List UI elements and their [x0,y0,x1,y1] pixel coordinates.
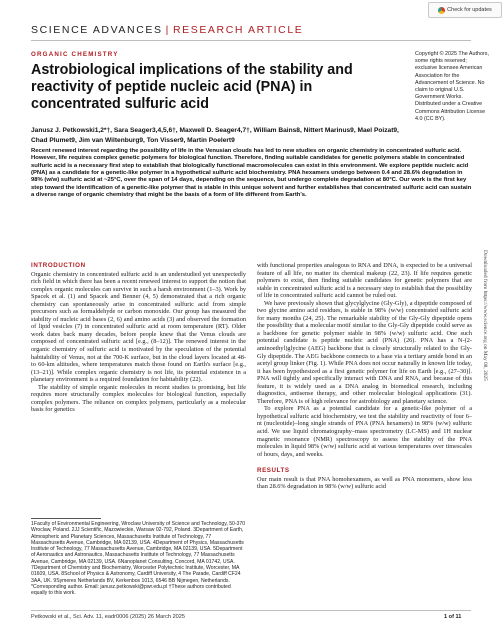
download-watermark: Downloaded from https://www.science.org on May 08, 2025 [482,250,488,381]
section-heading-results: RESULTS [257,467,290,475]
affiliations-footnotes: 1Faculty of Environmental Engineering, Wroclaw University of Science and Technology, 50-370 Wroclaw, Poland. 2JJ Scientific, Mazowieckie, Warsaw 02-792, Poland. 3Department of Earth, Atmospheric and Planetary Sciences, Massachusetts Institute of Technology, 77 Massachusetts Avenue, Cambridge, MA 02139, USA. 4Department of Physics, Massachusetts Institute of Technology, 77 Massachusetts Avenue, Cambridge, MA 02139, USA. 5Department of Aeronautics and Astronautics, Massachusetts Institute of Technology, 77 Massachusetts Avenue, Cambridge, MA 02139, USA. 6Nanoplanet Consulting, Concord, MA 01742, USA. 7Department of Chemistry and Biochemistry, Worcester Polytechnic Institute, Worcester, MA 01609, USA. 8School of Physics & Astronomy, Cardiff University, 4 The Parade, Cardiff CF24 3AA, UK. 9Symeres Netherlands BV, Kerkenbos 1013, 6546 BB Nijmegen, Netherlands. *Corresponding author. Email: janusz.petkowski@pwr.edu.pl †These authors contributed equally to this work. [31,521,246,597]
copyright-notice: Copyright © 2025 The Authors, some rights reserved; exclusive licensee American Association for the Advancement of Science. No claim to original U.S. Government Works. Distributed under a Creative Commons Attribution License 4.0 (CC BY). [415,51,489,122]
check-for-updates-button[interactable] [428,2,502,18]
author-list: Janusz J. Petkowski1,2*†, Sara Seager3,4,5,6†, Maxwell D. Seager4,7†, William Bains8, Nittert Marinus9, Mael Poizat9, Chad Plumet9, Jim van Wiltenburg9, Ton Visser9, Martin Poelert9 [31,127,399,144]
header-divider [31,40,471,41]
footer-citation: Petkowski et al., Sci. Adv. 11, eadr0006 (2025) 26 March 2025 [31,614,186,620]
paragraph: To explore PNA as a potential candidate for a genetic-like polymer of a hypothetical sulfuric acid biochemistry, we test the stability and reactivity of four 6–nt (nucleotide)–long single strands of PNA (PNA hexamers) in 98% (w/w) sulfuric acid. We use liquid chromatography–mass spectrometry (LC-MS) and 1H nuclear magnetic resonance (NMR) spectroscopy to assess the stability of the PNA molecules in liquid 98% (w/w) sulfuric acid at various temperatures over timescales of hours, days, and weeks. [257,405,472,458]
check-updates-label: Check for updates [447,7,492,13]
paragraph: Organic chemistry in concentrated sulfuric acid is an understudied yet unexpectedly rich field in which there has been a recent renewed interest to support the notion that complex organic molecules can survive in such a harsh environment (1–3). Work by Spacek et al. (1) and Spacek and Benner (4, 5) demonstrated that a rich organic chemistry can spontaneously arise in concentrated sulfuric acid from simple precursors such as formaldehyde or carbon monoxide. Our group has measured the stability of nucleic acid bases (2, 6) and amino acids (3) and observed the formation of lipid vesicles (7) in concentrated sulfuric acid at room temperature (RT). Older work dates back many decades, before people knew that the Venus clouds are composed of concentrated sulfuric acid [e.g., (8–12)]. The renewed interest in the organic chemistry of sulfuric acid is motivated by the speculation of the potential habitability of Venus, not at the 700-K surface, but in the cloud layers located at 48- to 60-km altitudes, where temperatures match those found on Earth's surface [e.g., (13–21)]. While complex organic chemistry is not life, its potential existence in a planetary environment is a required foundation for habitability (22). [31,270,246,384]
article-type: RESEARCH ARTICLE [172,24,304,36]
journal-separator: | [165,24,170,36]
abstract: Recent renewed interest regarding the possibility of life in the Venusian clouds has led to new studies on organic chemistry in concentrated sulfuric acid. However, life requires complex genetic polymers for biological function. Therefore, finding suitable candidates for genetic polymers stable in concentrated sulfuric acid is a necessary first step to establish that biologically functional macromolecules can exist in this environment. We explore peptide nucleic acid (PNA) as a candidate for a genetic-like polymer in a hypothetical sulfuric acid biochemistry. PNA hexamers undergo between 0.4 and 28.6% degradation in 98% (w/w) sulfuric acid at ~25°C, over the span of 14 days, depending on the sequence, but undergo complete degradation at 80°C. Our work is the first key step toward the identification of a genetic-like polymer that is stable in this unique solvent and further establishes that concentrated sulfuric acid can sustain a diverse range of organic chemistry that might be the basis of a form of life different from Earth's. [31,148,472,199]
article-title: Astrobiological implications of the stability and reactivity of peptide nucleic acid (PNA) in concentrated sulfuric acid [31,62,353,112]
journal-header [31,24,303,36]
footnote-divider [31,518,101,519]
paragraph: The stability of simple organic molecules in recent studies is promising, but life requires more structurally complex molecules for biological function, especially complex polymers. The reliance on complex polymers, particularly as a molecular basis for genetics [31,383,246,414]
article-category: ORGANIC CHEMISTRY [31,51,119,58]
paragraph: Our main result is that PNA homohexamers, as well as PNA monomers, show less than 28.6% degradation in 98% (w/w) sulfuric acid [257,475,472,491]
right-column [257,262,472,491]
left-column [31,262,246,414]
journal-name: SCIENCE ADVANCES [31,24,163,36]
footer-divider [31,610,471,611]
page-number: 1 of 11 [444,614,462,620]
paragraph: We have previously shown that glycylglycine (Gly-Gly), a dipeptide composed of two glycine amino acid residues, is stable in 98% (w/w) concentrated sulfuric acid for many months (24, 25). The remarkable stability of the Gly-Gly dipeptide opens the possibility that a molecular motif similar to the Gly-Gly dipeptide could serve as a backbone for genetic polymer stable in 98% (w/w) sulfuric acid. One such potential candidate is peptide nucleic acid (PNA) (26). PNA has a N-(2-aminoethyl)glycine (AEG) backbone that is closely structurally related to the Gly-Gly dipeptide. The AEG backbone connects to a base via a tertiary amide bond in an acetyl group linker (Fig. 1). While PNA does not occur naturally in known life today, it has been hypothesized as a first genetic polymer for life on Earth [e.g., (27–30)]. PNA will tightly and specifically interact with DNA and RNA, and because of this feature, it is widely used as a DNA analog in biomedical research, including diagnostics, antisense therapy, and other molecular biological applications (31). Therefore, PNA is of high relevance for astrobiology and planetary science. [257,299,472,405]
paragraph: with functional properties analogous to RNA and DNA, is expected to be a universal feature of all life, no matter its chemical makeup (22, 23). If life requires genetic polymers to exist, then finding suitable candidates for genetic polymers that are stable in concentrated sulfuric acid is a necessary step to establish that the possibility of life in concentrated sulfuric acid cannot be ruled out. [257,262,472,300]
updates-icon [438,7,445,14]
section-heading-introduction: INTRODUCTION [31,262,86,269]
